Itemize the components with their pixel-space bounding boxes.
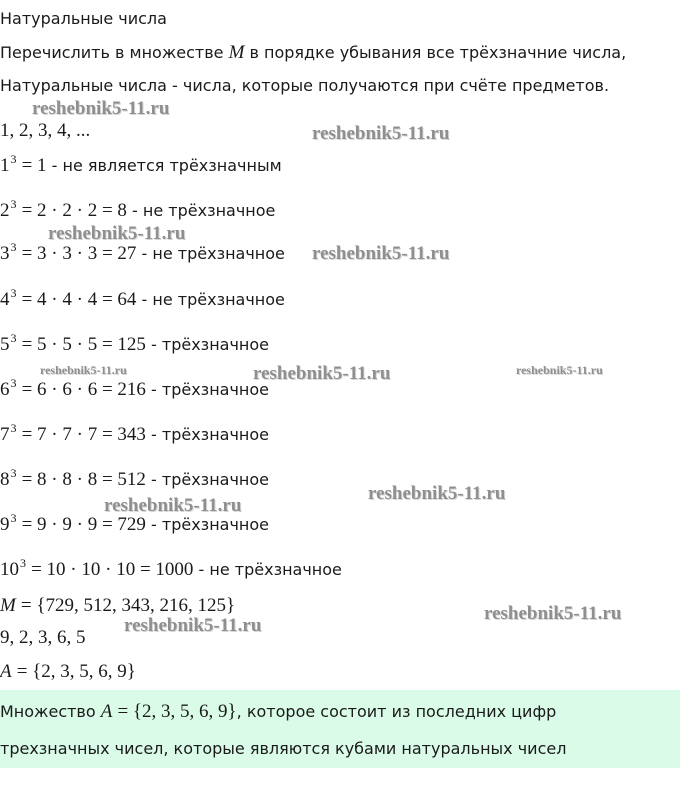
cube-line-4: $4^3 = 4 \cdot 4 \cdot 4 = 64$ - не трёхзначное xyxy=(0,286,285,310)
cube-line-5: $5^3 = 5 \cdot 5 \cdot 5 = 125$ - трёхзначное xyxy=(0,331,269,355)
last-digits: 9, 2, 3, 6, 5 xyxy=(0,627,86,648)
watermark: reshebnik5-11.ru xyxy=(48,223,186,244)
cube-line-8: $8^3 = 8 \cdot 8 \cdot 8 = 512$ - трёхзначное xyxy=(0,466,269,490)
section-heading: Натуральные числа xyxy=(0,9,167,28)
conclusion-line-1: Множество A = {2, 3, 5, 6, 9}, которое состоит из последних цифр xyxy=(0,701,557,722)
cube-line-3: $3^3 = 3 \cdot 3 \cdot 3 = 27$ - не трёхзначное xyxy=(0,240,285,264)
cube-line-9: $9^3 = 9 \cdot 9 \cdot 9 = 729$ - трёхзначное xyxy=(0,511,269,535)
conclusion-line-2: трехзначных чисел, которые являются кубами натуральных чисел xyxy=(0,739,567,758)
cube-line-6: $6^3 = 6 \cdot 6 \cdot 6 = 216$ - трёхзначное xyxy=(0,376,269,400)
set-m: M = {729, 512, 343, 216, 125} xyxy=(0,595,236,616)
cube-line-7: $7^3 = 7 \cdot 7 \cdot 7 = 343$ - трёхзначное xyxy=(0,421,269,445)
watermark: reshebnik5-11.ru xyxy=(32,98,170,119)
definition-text: Натуральные числа - числа, которые получаются при счёте предметов. xyxy=(0,76,610,95)
natural-sequence: 1, 2, 3, 4, ... xyxy=(0,120,91,141)
task-statement: Перечислить в множестве M в порядке убывания все трёхзначние числа, xyxy=(0,42,627,63)
watermark: reshebnik5-11.ru xyxy=(40,363,127,377)
watermark: reshebnik5-11.ru xyxy=(312,123,450,144)
watermark: reshebnik5-11.ru xyxy=(516,363,603,377)
watermark: reshebnik5-11.ru xyxy=(312,243,450,264)
cube-line-2: $2^3 = 2 \cdot 2 \cdot 2 = 8$ - не трёхзначное xyxy=(0,197,276,221)
set-a: A = {2, 3, 5, 6, 9} xyxy=(0,661,136,682)
watermark: reshebnik5-11.ru xyxy=(368,483,506,504)
watermark: reshebnik5-11.ru xyxy=(124,615,262,636)
watermark: reshebnik5-11.ru xyxy=(253,363,391,384)
cube-line-10: $10^3 = 10 \cdot 10 \cdot 10 = 1000$ - не трёхзначное xyxy=(0,556,342,580)
watermark: reshebnik5-11.ru xyxy=(104,495,242,516)
cube-line-1: $1^3 = 1$ - не является трёхзначным xyxy=(0,152,282,176)
watermark: reshebnik5-11.ru xyxy=(484,603,622,624)
